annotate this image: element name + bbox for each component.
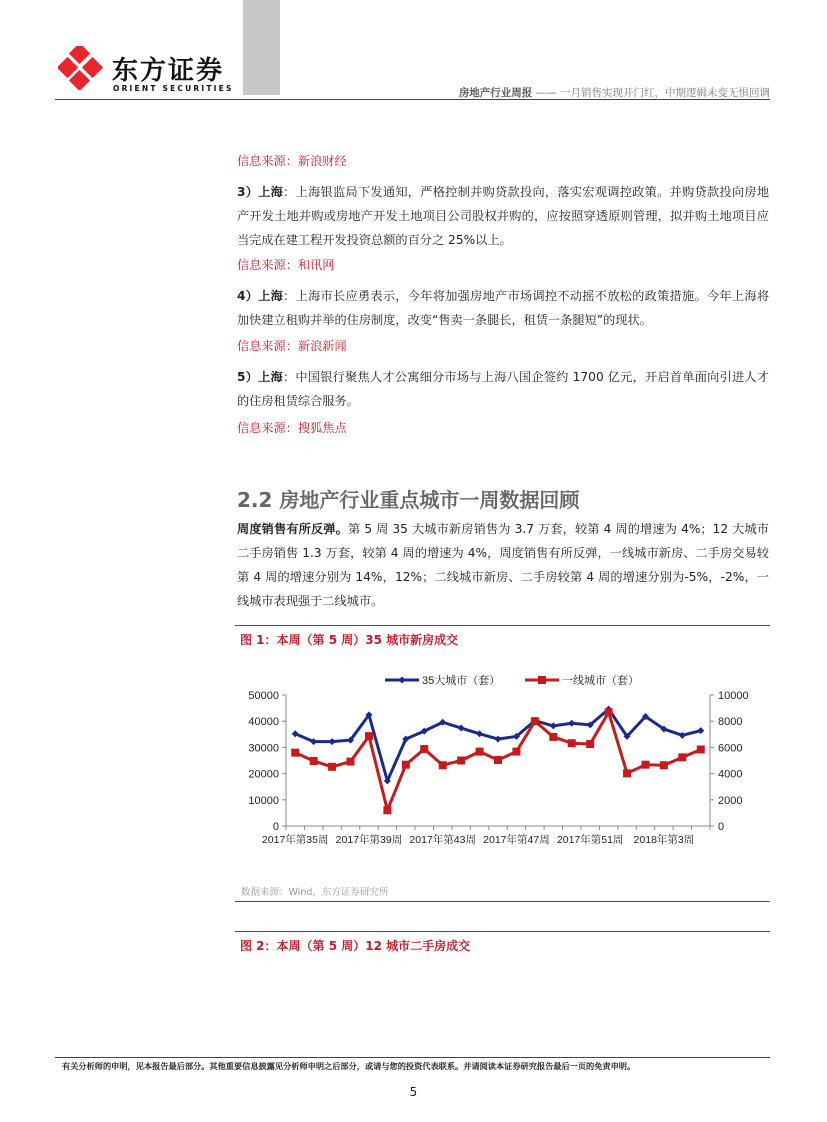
y-left-tick-label: 20000 (248, 768, 279, 781)
footer-divider (55, 1057, 770, 1058)
header-divider (55, 99, 770, 100)
y-right-tick-label: 4000 (718, 768, 743, 781)
series-2-point (383, 806, 391, 814)
news-item-text: ：上海市长应勇表示，今年将加强房地产市场调控不动摇不放松的政策措施。今年上海将加快建立租购并举的住房制度，改变“售卖一条腿长，租赁一条腿短”的现状。 (237, 289, 770, 327)
report-subtitle: —— 一月销售实现开门红，中期逻辑未变无惧回调 (535, 87, 770, 99)
series-1-point (458, 725, 465, 732)
logo-english-name: ORIENT SECURITIES (113, 84, 234, 93)
x-tick-label: 2017年第43周 (409, 834, 476, 846)
x-tick-label: 2017年第35周 (261, 834, 329, 846)
news-item-3 (237, 180, 769, 252)
series-1-point (568, 720, 575, 727)
section-lead-text: 第 5 周 35 大城市新房销售为 3.7 万套，较第 4 周的增速为 4%；12 大城市二手房销售 1.3 万套，较第 4 周的增速为 4%，周度销售有所反弹，一线城市新房、二手房交易较第 4 周的增速分别为 14%，12%；二线城市新房、二手房较第 4 周的增速分别为-5%，-2%，一线城市表现强于二线城市。 (237, 522, 769, 608)
section-title: 2.2 房地产行业重点城市一周数据回顾 (237, 488, 580, 512)
series-2-point (549, 733, 557, 741)
legend-marker-1 (399, 677, 406, 684)
y-left-tick-label: 0 (272, 821, 279, 833)
series-1-point (550, 722, 557, 729)
news-source-4: 信息来源：搜狐焦点 (237, 421, 347, 435)
news-item-4 (237, 284, 769, 332)
orient-logo-icon (58, 46, 108, 94)
y-left-tick-label: 50000 (248, 690, 279, 702)
section-lead-bold: 周度销售有所反弹。 (237, 522, 348, 536)
news-item-text: ：中国银行聚焦人才公寓细分市场与上海八国企签约 1700 亿元，开启首单面向引进人才的住房租赁综合服务。 (237, 370, 769, 408)
series-2-point (310, 757, 318, 765)
news-source-2: 信息来源：和讯网 (237, 258, 335, 272)
figure1-title: 图 1：本周（第 5 周）35 城市新房成交 (240, 633, 459, 647)
series-2-point (568, 739, 576, 747)
series-2-point (291, 749, 299, 757)
y-left-tick-label: 40000 (248, 716, 279, 729)
figure2-top-rule (235, 931, 770, 932)
news-item-label: 5）上海 (237, 370, 283, 384)
legend-marker-2 (538, 676, 546, 684)
x-tick-label: 2017年第51周 (556, 834, 624, 846)
figure1-bottom-rule (235, 901, 770, 902)
news-item-text: ：上海银监局下发通知，严格控制并购贷款投向，落实宏观调控政策。并购贷款投向房地产开发土地并购或房地产开发土地项目公司股权并购的，应按照穿透原则管理，拟并购土地项目应当完成在建工程开发投资总额的百分之 25%以上。 (237, 185, 770, 247)
series-2-point (457, 757, 465, 765)
page-number: 5 (409, 1085, 418, 1099)
footer-disclaimer: 有关分析师的申明，见本报告最后部分。其他重要信息披露见分析师申明之后部分，或请与您的投资代表联系。并请阅读本证券研究报告最后一页的免责申明。 (62, 1061, 636, 1071)
header-decor-bar (243, 0, 280, 95)
series-2-point (476, 748, 484, 756)
series-2-point (586, 740, 594, 748)
legend-label-2: 一线城市（套） (562, 675, 639, 687)
series-2-point (623, 769, 631, 777)
figure1-top-rule (235, 625, 770, 626)
news-item-5 (237, 365, 769, 413)
series-2-point (402, 761, 410, 769)
report-header (459, 85, 770, 100)
series-2-point (512, 748, 520, 756)
series-1-point (329, 738, 336, 745)
series-2-point (347, 758, 355, 766)
figure2-title: 图 2：本周（第 5 周）12 城市二手房成交 (240, 939, 471, 953)
series-2-point (697, 745, 705, 753)
figure1-chart (235, 665, 770, 865)
y-right-tick-label: 2000 (718, 794, 743, 807)
section-lead-paragraph (237, 517, 769, 613)
series-2-point (531, 717, 539, 725)
y-left-tick-label: 10000 (248, 794, 279, 807)
x-tick-label: 2017年第47周 (483, 834, 550, 846)
series-2-point (365, 732, 373, 740)
series-2-point (660, 761, 668, 769)
series-2-point (605, 708, 613, 716)
news-item-label: 3）上海 (237, 185, 284, 199)
y-right-tick-label: 8000 (718, 716, 743, 729)
x-tick-label: 2018年第3周 (633, 834, 695, 846)
y-right-tick-label: 6000 (718, 742, 743, 755)
series-2-point (678, 753, 686, 761)
series-2-point (439, 761, 447, 769)
report-type: 房地产行业周报 (458, 87, 533, 99)
news-source-3: 信息来源：新浪新闻 (237, 339, 347, 353)
series-1-point (697, 727, 704, 734)
series-line-1 (295, 709, 701, 781)
y-right-tick-label: 10000 (718, 690, 749, 702)
series-1-point (495, 736, 502, 743)
series-2-point (641, 761, 649, 769)
series-2-point (420, 745, 428, 753)
series-2-point (328, 763, 336, 771)
figure1-source: 数据来源：Wind，东方证券研究所 (241, 887, 389, 898)
x-tick-label: 2017年第39周 (335, 834, 403, 846)
series-1-point (679, 732, 686, 739)
news-item-label: 4）上海 (237, 289, 284, 303)
legend-label-1: 35大城市（套） (422, 675, 501, 687)
logo-chinese-name: 东方证券 (112, 56, 225, 86)
y-right-tick-label: 0 (718, 821, 725, 833)
series-2-point (494, 756, 502, 764)
y-left-tick-label: 30000 (248, 742, 279, 755)
series-1-point (476, 730, 483, 737)
news-source-1: 信息来源：新浪财经 (237, 154, 347, 168)
